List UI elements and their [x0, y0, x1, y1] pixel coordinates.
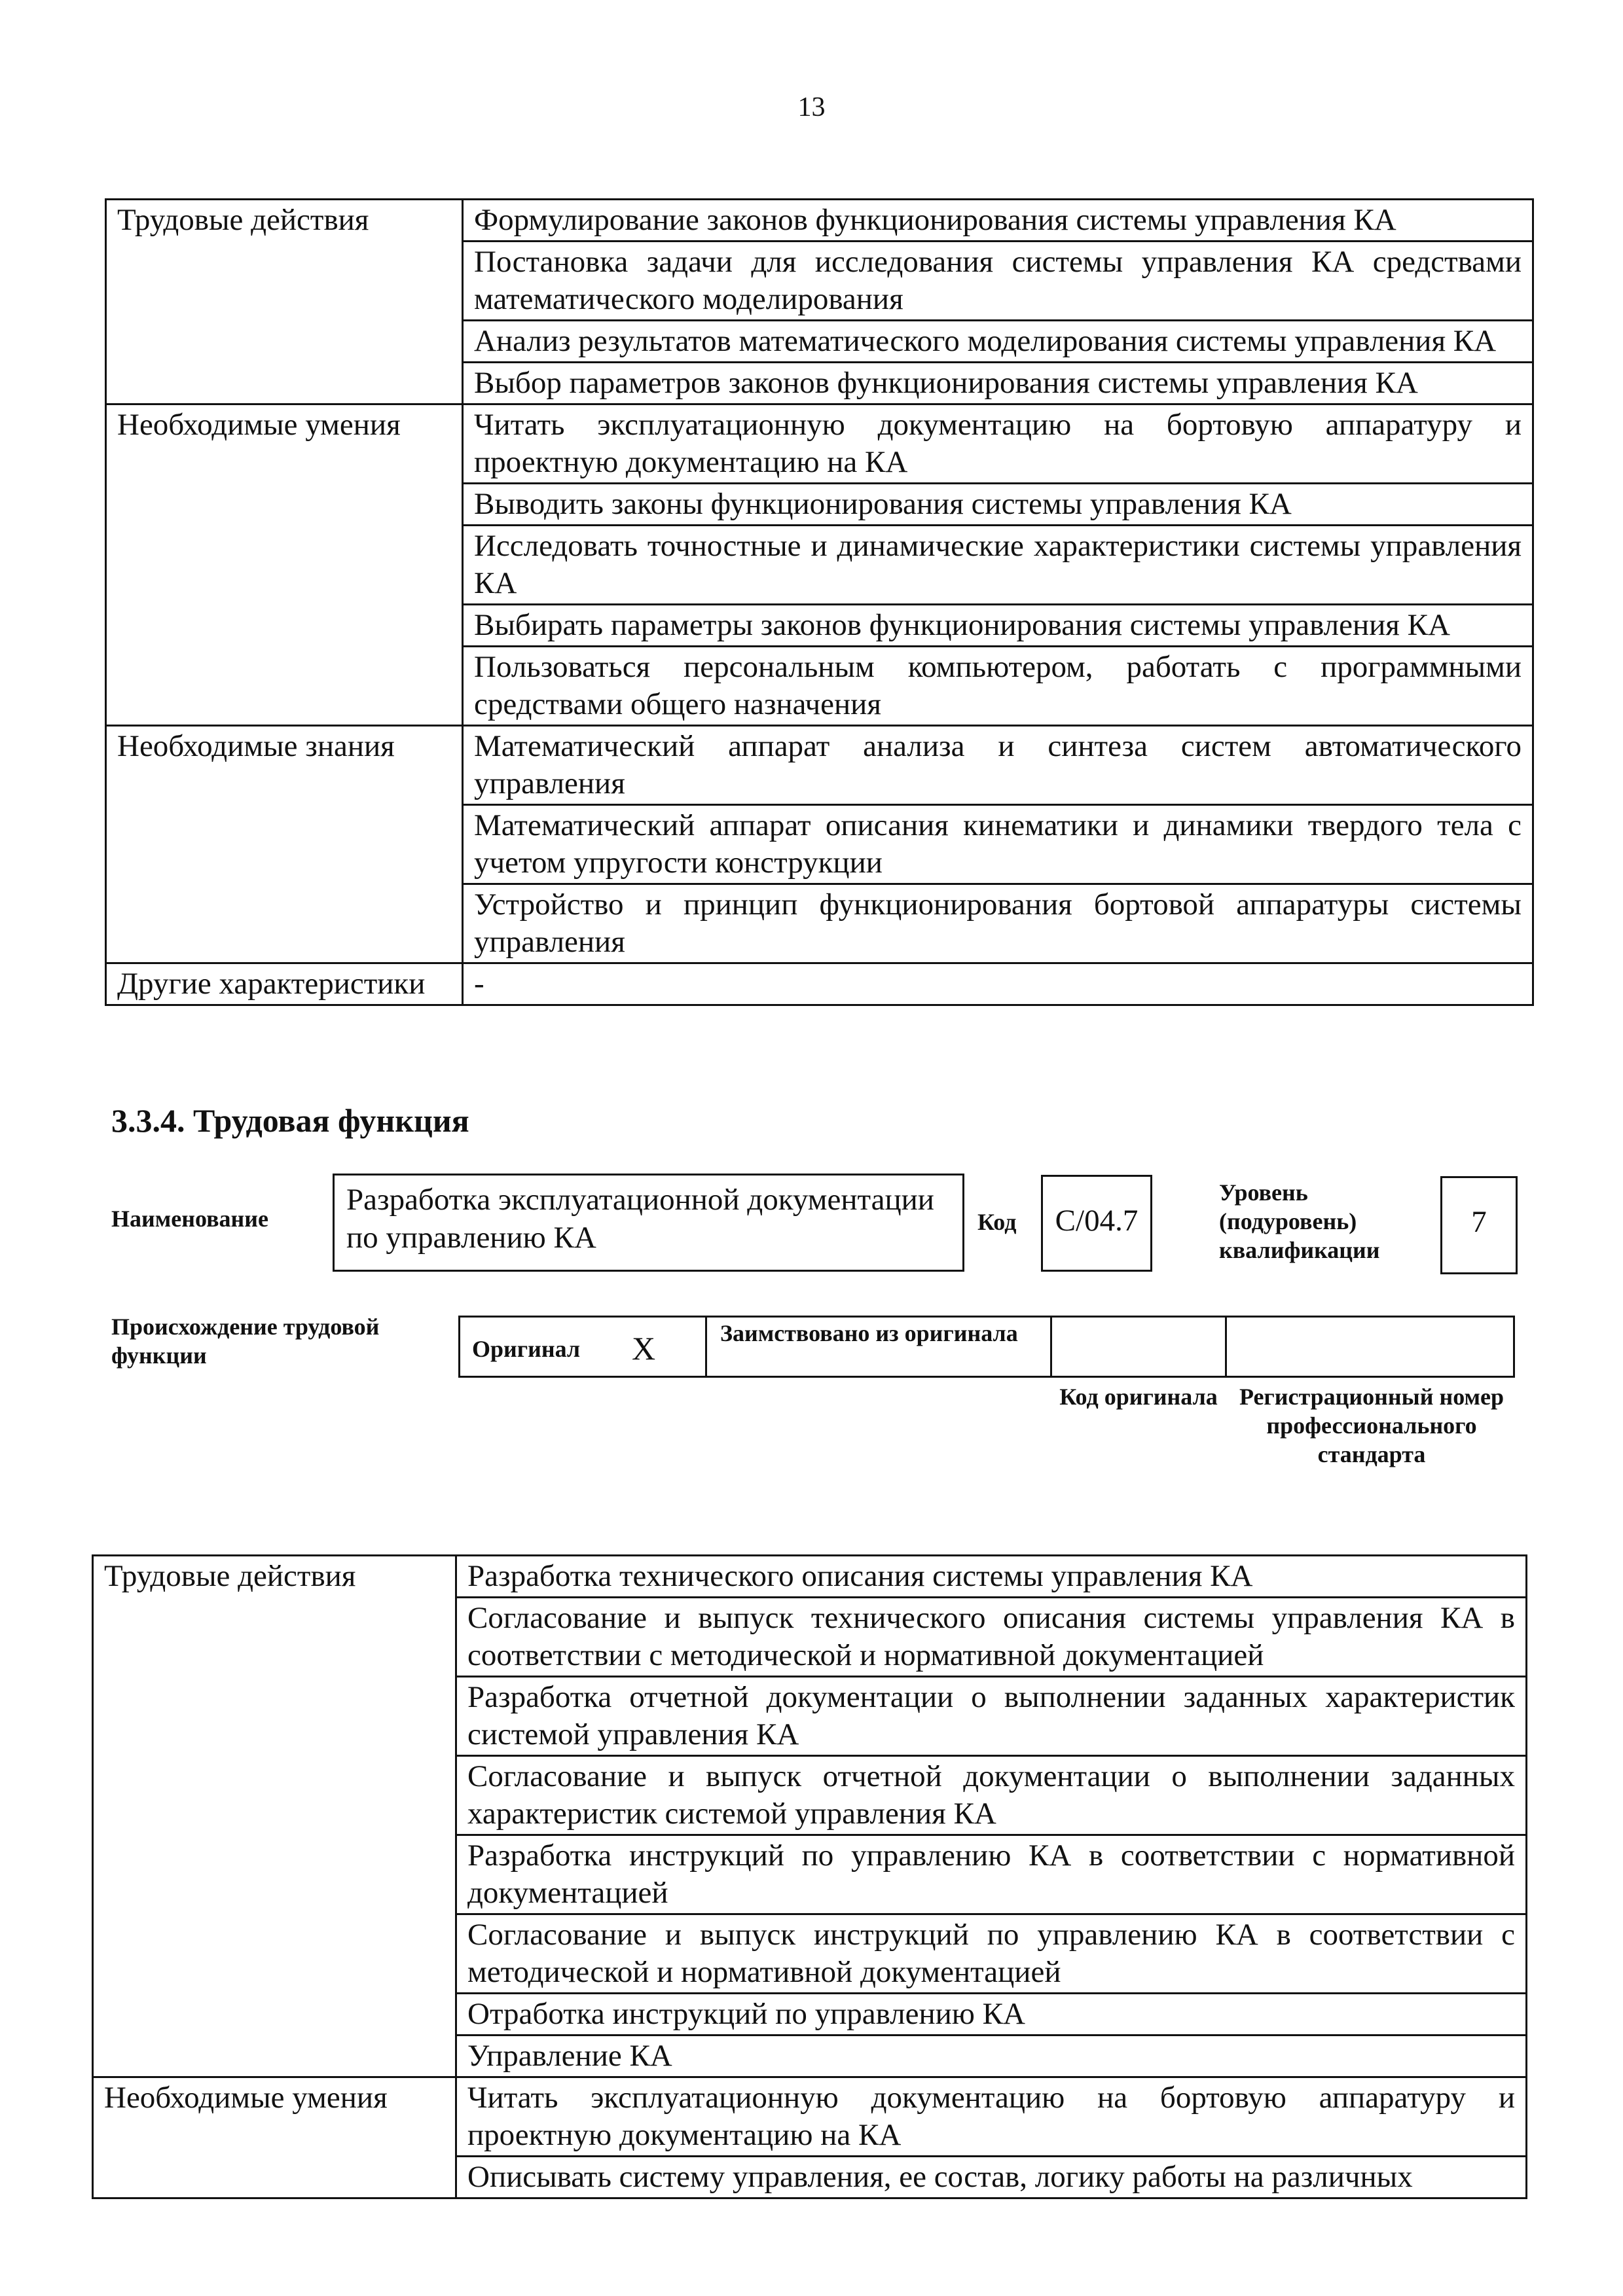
- row-item: Разработка инструкций по управлению КА в соответствии с нормативной документацией: [456, 1835, 1527, 1914]
- row-item: Выбирать параметры законов функционирования системы управления КА: [463, 605, 1533, 647]
- row-item: Математический аппарат анализа и синтеза систем автоматического управления: [463, 726, 1533, 805]
- original-label: Оригинал: [472, 1336, 581, 1362]
- table-row: [93, 1556, 1527, 1598]
- borrowed-box: [705, 1316, 1052, 1378]
- table-row: [106, 963, 1533, 1005]
- table-row: [106, 726, 1533, 805]
- row-label: Необходимые умения: [106, 404, 463, 726]
- labor-function-table-2: [92, 1554, 1527, 2199]
- function-name-value: Разработка эксплуатационной документации по управлению КА: [346, 1183, 934, 1255]
- row-label: Необходимые умения: [93, 2077, 456, 2198]
- reg-number-box: [1225, 1316, 1515, 1378]
- code-label: Код: [977, 1209, 1017, 1235]
- row-label: Трудовые действия: [106, 200, 463, 404]
- row-item: Математический аппарат описания кинематики и динамики твердого тела с учетом упругости конструкции: [463, 805, 1533, 884]
- code-box: [1041, 1175, 1152, 1272]
- row-item: Выбор параметров законов функционирования системы управления КА: [463, 363, 1533, 404]
- row-item: Исследовать точностные и динамические характеристики системы управления КА: [463, 526, 1533, 605]
- level-label: Уровень (подуровень) квалификации: [1219, 1179, 1380, 1263]
- original-code-box: [1050, 1316, 1227, 1378]
- section-heading: 3.3.4. Трудовая функция: [111, 1102, 469, 1139]
- original-mark: X: [632, 1330, 656, 1367]
- labor-function-table-1: [105, 198, 1534, 1006]
- row-item: Читать эксплуатационную документацию на бортовую аппаратуру и проектную документацию на КА: [463, 404, 1533, 484]
- row-label: Другие характеристики: [106, 963, 463, 1005]
- function-name-box: [333, 1174, 964, 1272]
- row-item: Разработка технического описания системы управления КА: [456, 1556, 1527, 1598]
- row-item: Согласование и выпуск технического описания системы управления КА в соответствии с методической и нормативной документацией: [456, 1598, 1527, 1677]
- origin-label: Происхождение трудовой функции: [111, 1314, 380, 1369]
- row-item: Согласование и выпуск инструкций по управлению КА в соответствии с методической и нормативной документацией: [456, 1914, 1527, 1994]
- level-box: [1440, 1176, 1518, 1274]
- page-number: 13: [797, 92, 826, 122]
- row-item: Описывать систему управления, ее состав, логику работы на различных: [456, 2157, 1527, 2198]
- row-item: Выводить законы функционирования системы управления КА: [463, 484, 1533, 526]
- row-item: -: [463, 963, 1533, 1005]
- row-item: Читать эксплуатационную документацию на бортовую аппаратуру и проектную документацию на КА: [456, 2077, 1527, 2157]
- original-box: [458, 1316, 707, 1378]
- table-row: [93, 2077, 1527, 2157]
- row-item: Устройство и принцип функционирования бортовой аппаратуры системы управления: [463, 884, 1533, 963]
- name-label: Наименование: [111, 1206, 268, 1232]
- level-value: 7: [1471, 1205, 1487, 1239]
- row-item: Анализ результатов математического моделирования системы управления КА: [463, 321, 1533, 363]
- row-item: Отработка инструкций по управлению КА: [456, 1994, 1527, 2036]
- row-item: Пользоваться персональным компьютером, работать с программными средствами общего назначения: [463, 647, 1533, 726]
- borrowed-label: Заимствовано из оригинала: [720, 1320, 1018, 1346]
- row-item: Разработка отчетной документации о выполнении заданных характеристик системой управления КА: [456, 1677, 1527, 1756]
- code-original-label: Код оригинала: [1059, 1384, 1218, 1410]
- row-item: Согласование и выпуск отчетной документации о выполнении заданных характеристик системой управления КА: [456, 1756, 1527, 1835]
- code-value: C/04.7: [1055, 1204, 1139, 1238]
- row-item: Формулирование законов функционирования системы управления КА: [463, 200, 1533, 242]
- row-item: Постановка задачи для исследования системы управления КА средствами математического моделирования: [463, 242, 1533, 321]
- table-row: [106, 200, 1533, 242]
- row-label: Необходимые знания: [106, 726, 463, 963]
- row-item: Управление КА: [456, 2036, 1527, 2077]
- row-label: Трудовые действия: [93, 1556, 456, 2077]
- table-row: [106, 404, 1533, 484]
- reg-number-label: Регистрационный номер профессионального стандарта: [1239, 1384, 1504, 1467]
